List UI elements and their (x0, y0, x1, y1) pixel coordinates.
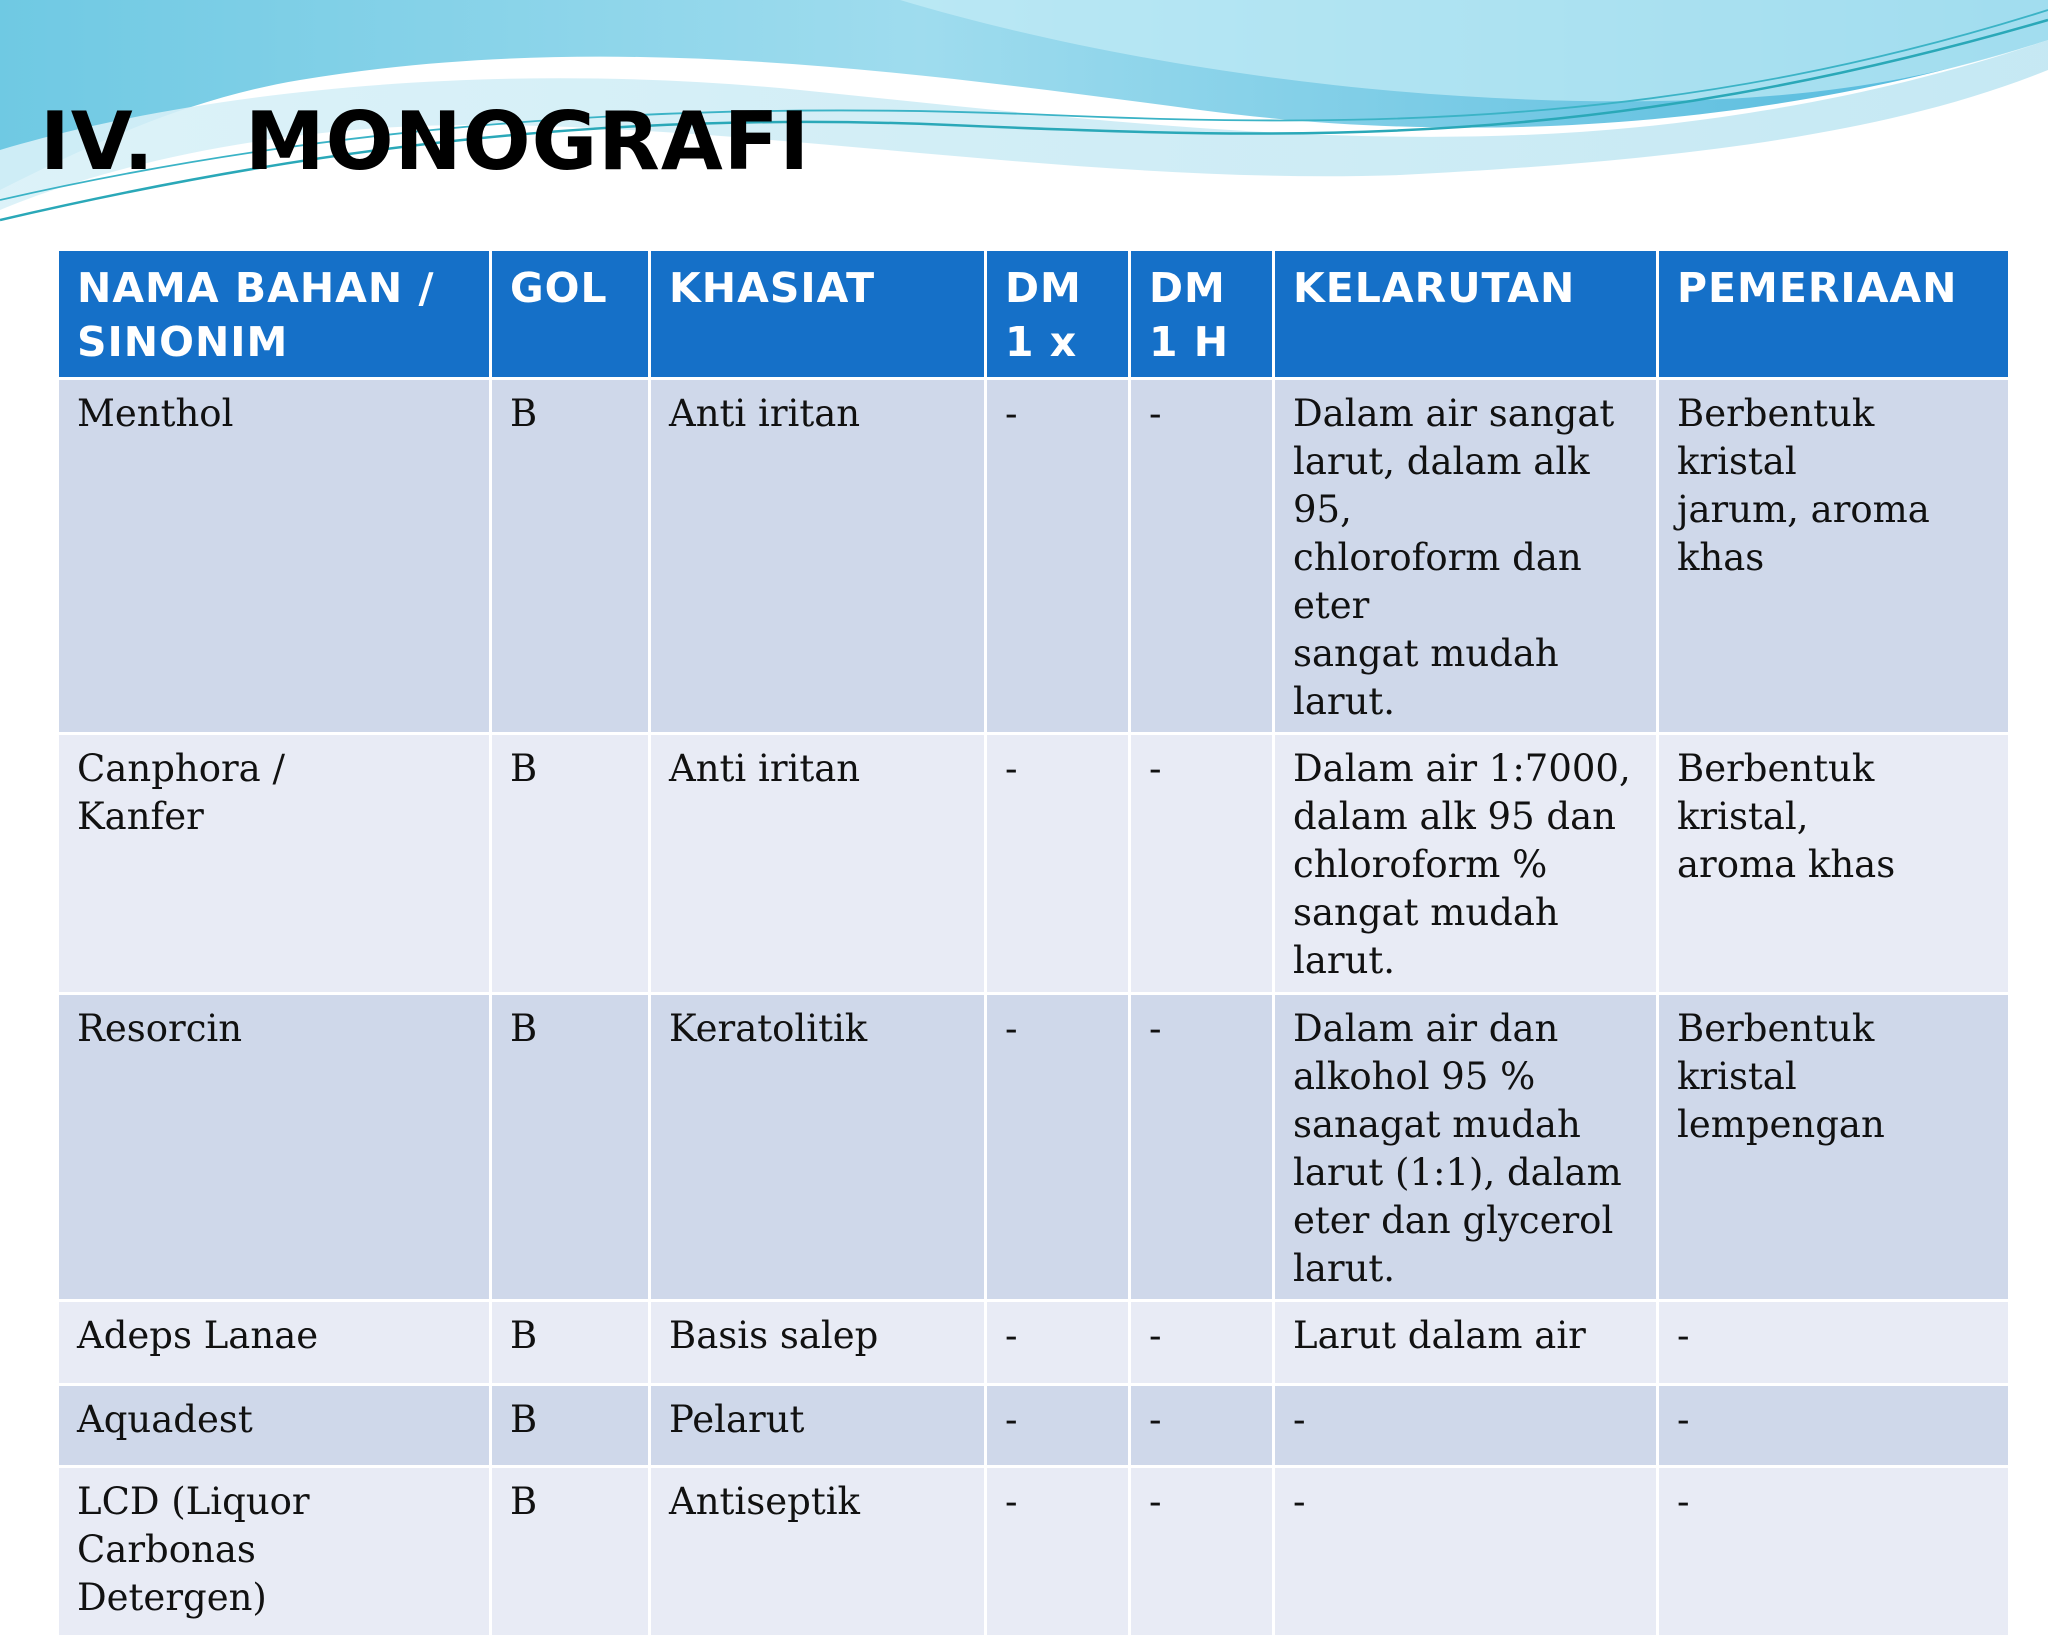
table-row (58, 734, 2010, 994)
cell-kelarutan: Dalam air dan alkohol 95 % sanagat mudah larut (1:1), dalam eter dan glycerol larut. (1274, 994, 1658, 1301)
cell-dm-1x: - (986, 1467, 1130, 1637)
cell-gol: B (491, 379, 650, 734)
cell-nama-bahan: Menthol (58, 379, 491, 734)
table-row (58, 1301, 2010, 1385)
cell-nama-bahan: Canphora / Kanfer (58, 734, 491, 994)
cell-kelarutan: Dalam air sangat larut, dalam alk 95, chloroform dan eter sangat mudah larut. (1274, 379, 1658, 734)
cell-pemeriaan: Berbentuk kristal lempengan (1658, 994, 2010, 1301)
cell-pemeriaan: - (1658, 1301, 2010, 1385)
cell-dm-1x: - (986, 1385, 1130, 1467)
table-header-row (58, 250, 2010, 379)
header-pemeriaan: PEMERIAAN (1658, 250, 2010, 379)
header-khasiat: KHASIAT (650, 250, 986, 379)
header-gol: GOL (491, 250, 650, 379)
cell-dm-1h: - (1130, 1385, 1274, 1467)
cell-gol: B (491, 1385, 650, 1467)
cell-dm-1x: - (986, 379, 1130, 734)
cell-dm-1x: - (986, 734, 1130, 994)
cell-gol: B (491, 1467, 650, 1637)
table-row (58, 1467, 2010, 1637)
slide-title (40, 92, 810, 192)
table-row (58, 994, 2010, 1301)
monografi-table (56, 248, 2011, 1638)
header-kelarutan: KELARUTAN (1274, 250, 1658, 379)
cell-pemeriaan: Berbentuk kristal jarum, aroma khas (1658, 379, 2010, 734)
cell-nama-bahan: LCD (Liquor Carbonas Detergen) (58, 1467, 491, 1637)
title-number: IV. (40, 95, 155, 188)
cell-kelarutan: Dalam air 1:7000, dalam alk 95 dan chloroform % sangat mudah larut. (1274, 734, 1658, 994)
cell-nama-bahan: Resorcin (58, 994, 491, 1301)
cell-dm-1x: - (986, 994, 1130, 1301)
table-row (58, 1385, 2010, 1467)
header-nama-bahan: NAMA BAHAN / SINONIM (58, 250, 491, 379)
table-row (58, 379, 2010, 734)
cell-dm-1h: - (1130, 734, 1274, 994)
cell-dm-1h: - (1130, 1467, 1274, 1637)
cell-dm-1x: - (986, 1301, 1130, 1385)
cell-dm-1h: - (1130, 379, 1274, 734)
cell-gol: B (491, 994, 650, 1301)
cell-khasiat: Pelarut (650, 1385, 986, 1467)
cell-khasiat: Basis salep (650, 1301, 986, 1385)
cell-dm-1h: - (1130, 994, 1274, 1301)
cell-nama-bahan: Aquadest (58, 1385, 491, 1467)
header-dm-1x: DM 1 x (986, 250, 1130, 379)
cell-gol: B (491, 734, 650, 994)
cell-pemeriaan: - (1658, 1467, 2010, 1637)
cell-nama-bahan: Adeps Lanae (58, 1301, 491, 1385)
title-text: MONOGRAFI (245, 95, 811, 188)
cell-kelarutan: - (1274, 1467, 1658, 1637)
cell-khasiat: Keratolitik (650, 994, 986, 1301)
header-dm-1h: DM 1 H (1130, 250, 1274, 379)
cell-kelarutan: - (1274, 1385, 1658, 1467)
cell-kelarutan: Larut dalam air (1274, 1301, 1658, 1385)
cell-gol: B (491, 1301, 650, 1385)
cell-khasiat: Antiseptik (650, 1467, 986, 1637)
cell-dm-1h: - (1130, 1301, 1274, 1385)
cell-pemeriaan: Berbentuk kristal, aroma khas (1658, 734, 2010, 994)
cell-khasiat: Anti iritan (650, 379, 986, 734)
cell-khasiat: Anti iritan (650, 734, 986, 994)
cell-pemeriaan: - (1658, 1385, 2010, 1467)
